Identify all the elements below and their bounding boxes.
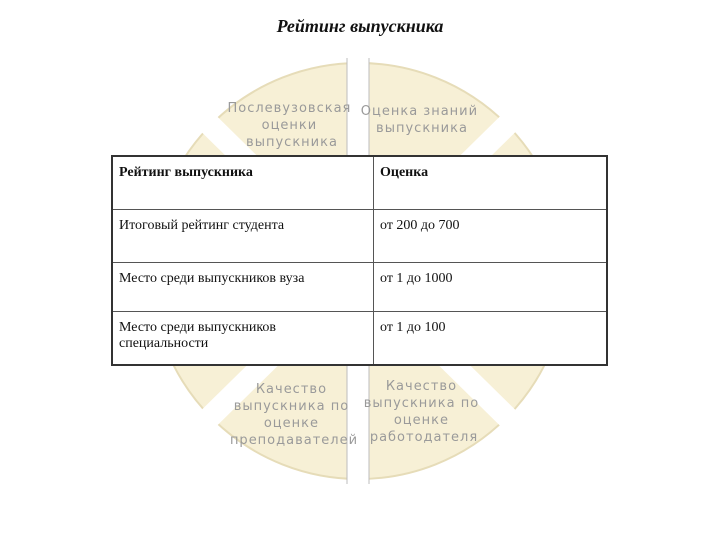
table-row bbox=[112, 263, 607, 312]
slide-title: Рейтинг выпускника bbox=[276, 16, 444, 36]
wheel-label-bottom-right: Качество выпускника по оценке работодателя bbox=[363, 379, 480, 445]
table-row bbox=[112, 312, 607, 366]
header-cell-rating: Рейтинг выпускника bbox=[112, 156, 374, 210]
table-cell-indicator: Место среди выпускников вуза bbox=[112, 263, 374, 312]
table-row bbox=[112, 210, 607, 263]
header-cell-score: Оценка bbox=[374, 156, 608, 210]
wheel-label-bottom-left: Качество выпускника по оценке преподавателей bbox=[229, 382, 359, 448]
table-cell-range: от 1 до 1000 bbox=[374, 263, 608, 312]
wheel-label-top-left: Послевузовская оценки выпускника bbox=[227, 101, 352, 150]
table-cell-range: от 1 до 100 bbox=[374, 312, 608, 366]
table-cell-indicator: Итоговый рейтинг студента bbox=[112, 210, 374, 263]
table-cell-indicator: Место среди выпускников специальности bbox=[112, 312, 374, 366]
table-cell-range: от 200 до 700 bbox=[374, 210, 608, 263]
wheel-label-top-right: Оценка знаний выпускника bbox=[360, 104, 479, 136]
rating-table bbox=[111, 155, 608, 366]
table-header-row bbox=[112, 156, 607, 210]
